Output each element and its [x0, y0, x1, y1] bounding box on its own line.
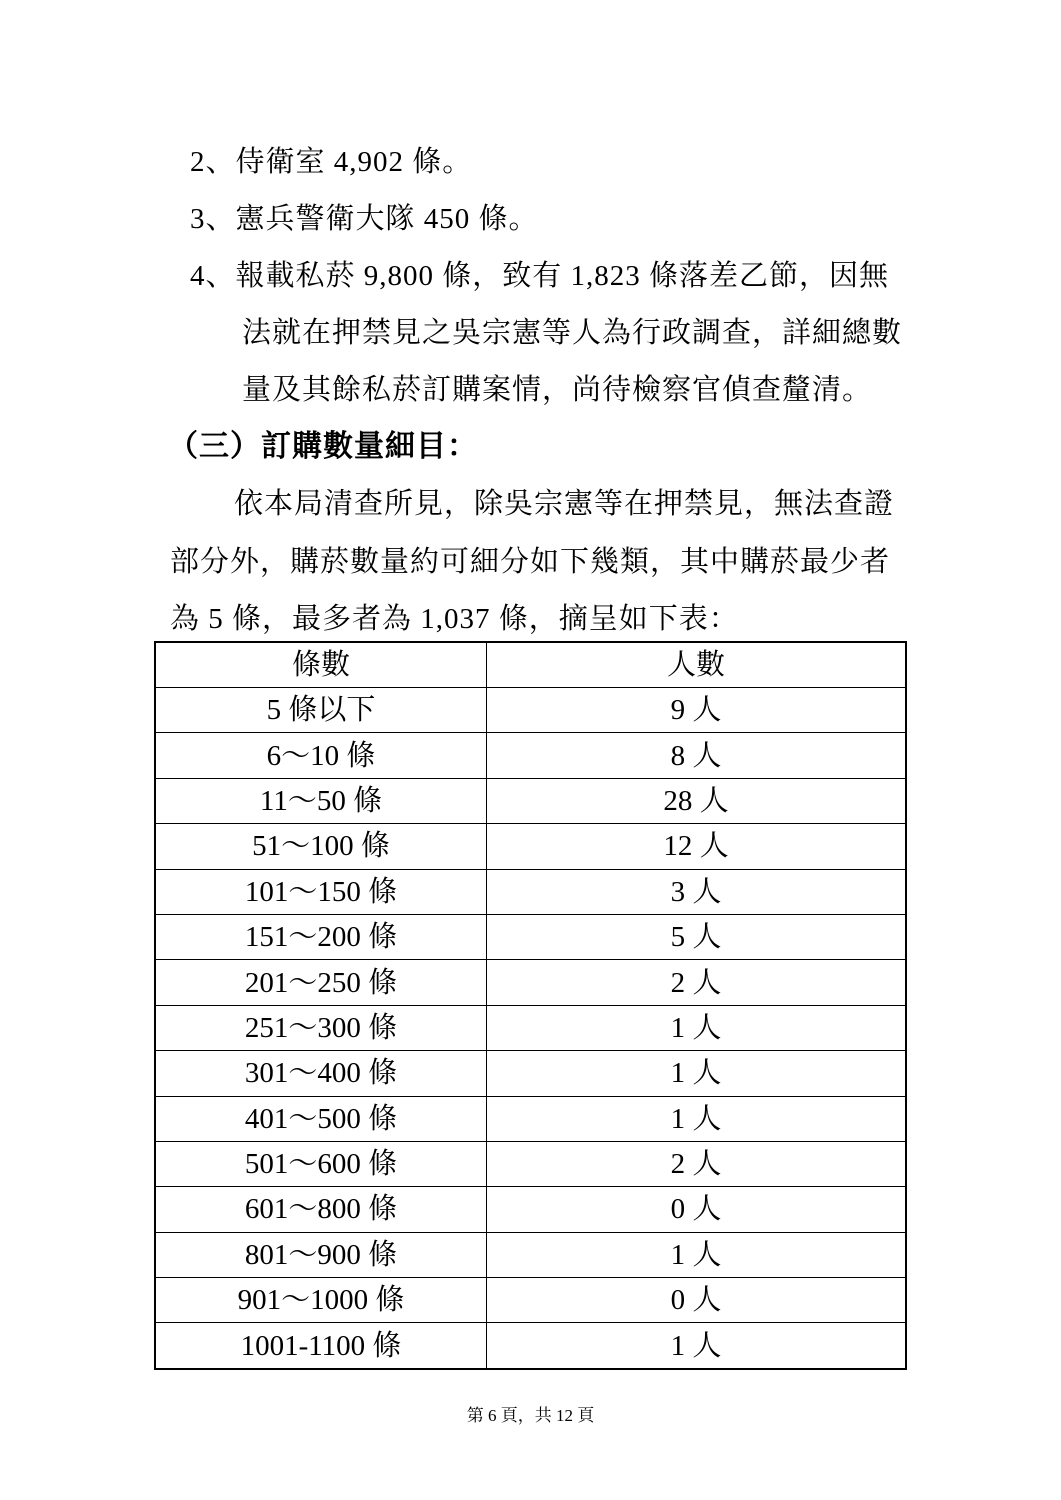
table-row	[155, 914, 906, 959]
cell-range: 151～200 條	[155, 914, 487, 959]
cell-range: 601～800 條	[155, 1187, 487, 1232]
cell-people: 2 人	[487, 1141, 907, 1186]
paragraph-line-2: 部分外，購菸數量約可細分如下幾類，其中購菸最少者	[170, 546, 891, 578]
cell-people: 1 人	[487, 1005, 907, 1050]
count-distribution-table	[154, 641, 907, 1370]
cell-people: 0 人	[487, 1187, 907, 1232]
table-row	[155, 688, 906, 733]
table-row	[155, 1187, 906, 1232]
paragraph-line-3: 為 5 條，最多者為 1,037 條，摘呈如下表：	[170, 603, 739, 635]
cell-range: 6～10 條	[155, 733, 487, 778]
cell-people: 28 人	[487, 778, 907, 823]
list-item-4-continuation-1: 法就在押禁見之吳宗憲等人為行政調查，詳細總數	[242, 317, 903, 349]
table-row	[155, 1232, 906, 1277]
header-people: 人數	[487, 642, 907, 688]
cell-range: 11～50 條	[155, 778, 487, 823]
cell-range: 5 條以下	[155, 688, 487, 733]
cell-range: 301～400 條	[155, 1051, 487, 1096]
table-row	[155, 1005, 906, 1050]
table-row	[155, 1278, 906, 1323]
cell-range: 401～500 條	[155, 1096, 487, 1141]
list-item-2: 2、侍衛室 4,902 條。	[190, 146, 473, 178]
cell-people: 1 人	[487, 1051, 907, 1096]
list-item-4-continuation-2: 量及其餘私菸訂購案情，尚待檢察官偵查釐清。	[242, 374, 873, 406]
cell-people: 3 人	[487, 869, 907, 914]
table-row	[155, 869, 906, 914]
cell-people: 8 人	[487, 733, 907, 778]
table-header-row	[155, 642, 906, 688]
header-count: 條數	[155, 642, 487, 688]
cell-people: 9 人	[487, 688, 907, 733]
paragraph-line-1: 依本局清查所見，除吳宗憲等在押禁見，無法查證	[234, 488, 895, 520]
table-row	[155, 960, 906, 1005]
section-heading: （三）訂購數量細目：	[168, 429, 478, 464]
cell-people: 12 人	[487, 824, 907, 869]
cell-range: 901～1000 條	[155, 1278, 487, 1323]
cell-people: 1 人	[487, 1096, 907, 1141]
list-item-3: 3、憲兵警衛大隊 450 條。	[190, 203, 539, 235]
table-row	[155, 733, 906, 778]
cell-range: 51～100 條	[155, 824, 487, 869]
table-row	[155, 1141, 906, 1186]
cell-range: 251～300 條	[155, 1005, 487, 1050]
cell-people: 5 人	[487, 914, 907, 959]
table-row	[155, 1051, 906, 1096]
cell-people: 0 人	[487, 1278, 907, 1323]
list-item-4: 4、報載私菸 9,800 條，致有 1,823 條落差乙節，因無	[190, 260, 890, 292]
table-row	[155, 778, 906, 823]
table-row	[155, 1096, 906, 1141]
cell-range: 501～600 條	[155, 1141, 487, 1186]
cell-people: 1 人	[487, 1232, 907, 1277]
cell-range: 1001-1100 條	[155, 1323, 487, 1369]
cell-range: 801～900 條	[155, 1232, 487, 1277]
cell-range: 101～150 條	[155, 869, 487, 914]
cell-people: 1 人	[487, 1323, 907, 1369]
cell-people: 2 人	[487, 960, 907, 1005]
cell-range: 201～250 條	[155, 960, 487, 1005]
table-row	[155, 1323, 906, 1369]
table-row	[155, 824, 906, 869]
page-footer: 第 6 頁，共 12 頁	[466, 1406, 595, 1425]
